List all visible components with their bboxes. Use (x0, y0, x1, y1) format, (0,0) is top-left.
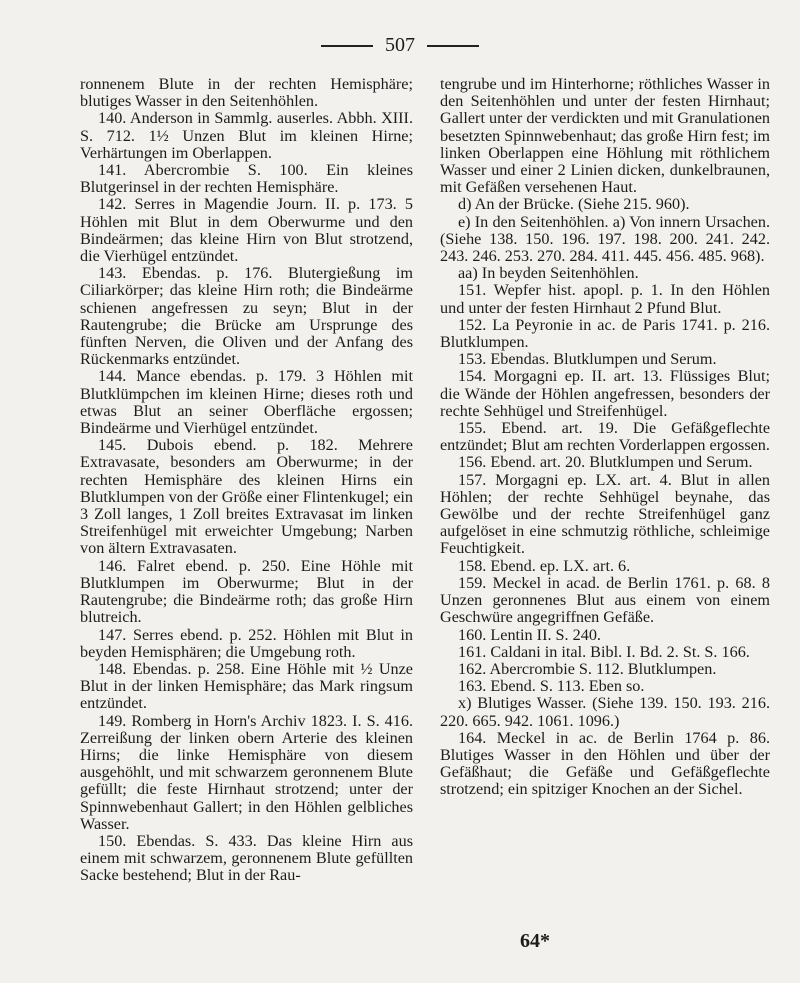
paragraph: 156. Ebend. art. 20. Blutklumpen und Serum. (458, 453, 753, 472)
right-column (440, 76, 770, 799)
paragraph: x) Blutiges Wasser. (Siehe 139. 150. 193. 216. 220. 665. 942. 1061. 1096.) (440, 694, 770, 730)
signature-mark: 64* (520, 930, 550, 952)
paragraph: 143. Ebendas. p. 176. Blutergießung im Ciliarkörper; das kleine Hirn roth; die Bindeärme schienen angefressen zu seyn; Blut in der Rautengrube; die Brücke am Ursprunge des fünften Nerven, die Oliven und der Anfang des Rückenmarks entzündet. (80, 264, 413, 369)
paragraph: 164. Meckel in ac. de Berlin 1764 p. 86. Blutiges Wasser in den Höhlen und über der Gefäßhaut; die Gefäße und Gefäßgeflechte strotzend; ein spitziger Knochen an der Sichel. (440, 728, 770, 799)
paragraph: 153. Ebendas. Blutklumpen und Serum. (458, 350, 717, 369)
paragraph: 149. Romberg in Horn's Archiv 1823. I. S. 416. Zerreißung der linken obern Arterie des kleinen Hirns; die linke Hemisphäre von diesem ausgehöhlt, und mit schwarzem geronnenem Blute gefüllt; die feste Hirnhaut strotzend; unter der Spinnwebenhaut Gallert; in den Höhlen gelbliches Wasser. (80, 711, 413, 833)
paragraph: 163. Ebend. S. 113. Eben so. (458, 677, 645, 696)
header-rule-left (321, 45, 373, 47)
paragraph: 160. Lentin II. S. 240. (458, 625, 601, 644)
header-rule-right (427, 45, 479, 47)
paragraph: d) An der Brücke. (Siehe 215. 960). (458, 195, 690, 214)
paragraph: 161. Caldani in ital. Bibl. I. Bd. 2. St. S. 166. (458, 642, 750, 661)
paragraph: 146. Falret ebend. p. 250. Eine Höhle mit Blutklumpen im Oberwurme; Blut in der Rautengrube; die Bindeärme roth; das große Hirn blutreich. (80, 556, 413, 627)
paragraph: 144. Mance ebendas. p. 179. 3 Höhlen mit Blutklümpchen im kleinen Hirne; dieses roth und etwas Blut an seiner Oberfläche ergossen; Bindeärme und Vierhügel entzündet. (80, 367, 413, 438)
paragraph: 140. Anderson in Sammlg. auserles. Abbh. XIII. S. 712. 1½ Unzen Blut im kleinen Hirne; Verhärtungen im Oberlappen. (80, 109, 413, 162)
paragraph: ronnenem Blute in der rechten Hemisphäre; blutiges Wasser in den Seitenhöhlen. (80, 75, 413, 111)
paragraph: 154. Morgagni ep. II. art. 13. Flüssiges Blut; die Wände der Höhlen angefressen, besonders der rechte Sehhügel und Streifenhügel. (440, 367, 770, 420)
left-column (80, 76, 413, 885)
paragraph: 142. Serres in Magendie Journ. II. p. 173. 5 Höhlen mit Blut in dem Oberwurme und den Bindeärmen; das kleine Hirn von Blut strotzend, die Vierhügel entzündet. (80, 195, 413, 266)
paragraph: 145. Dubois ebend. p. 182. Mehrere Extravasate, besonders am Oberwurme; in der rechten Hemisphäre des kleinen Hirns ein Blutklumpen von der Größe einer Flintenkugel; ein 3 Zoll langes, 1 Zoll breites Extravasat im linken Streifenhügel mit erweichter Umgebung; Narben von ältern Extravasaten. (80, 436, 413, 558)
paragraph: 150. Ebendas. S. 433. Das kleine Hirn aus einem mit schwarzem, geronnenem Blute gefüllten Sacke bestehend; Blut in der Rau- (80, 831, 413, 885)
paragraph: 162. Abercrombie S. 112. Blutklumpen. (458, 659, 717, 678)
paragraph: 159. Meckel in acad. de Berlin 1761. p. 68. 8 Unzen geronnenes Blut aus einem von einem Geschwüre angegriffnen Gefäße. (440, 573, 770, 627)
paragraph: 157. Morgagni ep. LX. art. 4. Blut in allen Höhlen; der rechte Sehhügel beynahe, das Gewölbe und der rechte Streifenhügel ganz aufgelöset in eine schmutzig röthliche, schleimige Feuchtigkeit. (440, 470, 770, 558)
paragraph: 148. Ebendas. p. 258. Eine Höhle mit ½ Unze Blut in der linken Hemisphäre; das Mark ringsum entzündet. (80, 659, 413, 713)
paragraph: e) In den Seitenhöhlen. a) Von innern Ursachen. (Siehe 138. 150. 196. 197. 198. 200. 241. 242. 243. 246. 253. 270. 284. 411. 445. 456. 485. 968). (440, 212, 770, 266)
paragraph: tengrube und im Hinterhorne; röthliches Wasser in den Seitenhöhlen und unter der festen Hirnhaut; Gallert unter der verdickten und mit Granulationen besetzten Spinnwebenhaut; das große Hirn fest; im linken Oberlappen eine Höhlung mit röthlichem Wasser und einer 2 Linien dicken, dunkelbraunen, mit Gefäßen versehenen Haut. (440, 75, 770, 197)
paragraph: aa) In beyden Seitenhöhlen. (458, 264, 639, 283)
paragraph: 147. Serres ebend. p. 252. Höhlen mit Blut in beyden Hemisphären; die Umgebung roth. (80, 625, 413, 661)
paragraph: 151. Wepfer hist. apopl. p. 1. In den Höhlen und unter der festen Hirnhaut 2 Pfund Blut. (440, 281, 770, 317)
page-number: 507 (385, 34, 415, 56)
paragraph: 141. Abercrombie S. 100. Ein kleines Blutgerinsel in der rechten Hemisphäre. (80, 161, 413, 197)
paragraph: 155. Ebend. art. 19. Die Gefäßgeflechte entzündet; Blut am rechten Vorderlappen ergossen. (440, 419, 770, 455)
page-header (0, 34, 800, 57)
paragraph: 152. La Peyronie in ac. de Paris 1741. p. 216. Blutklumpen. (440, 315, 770, 352)
paragraph: 158. Ebend. ep. LX. art. 6. (458, 556, 631, 575)
